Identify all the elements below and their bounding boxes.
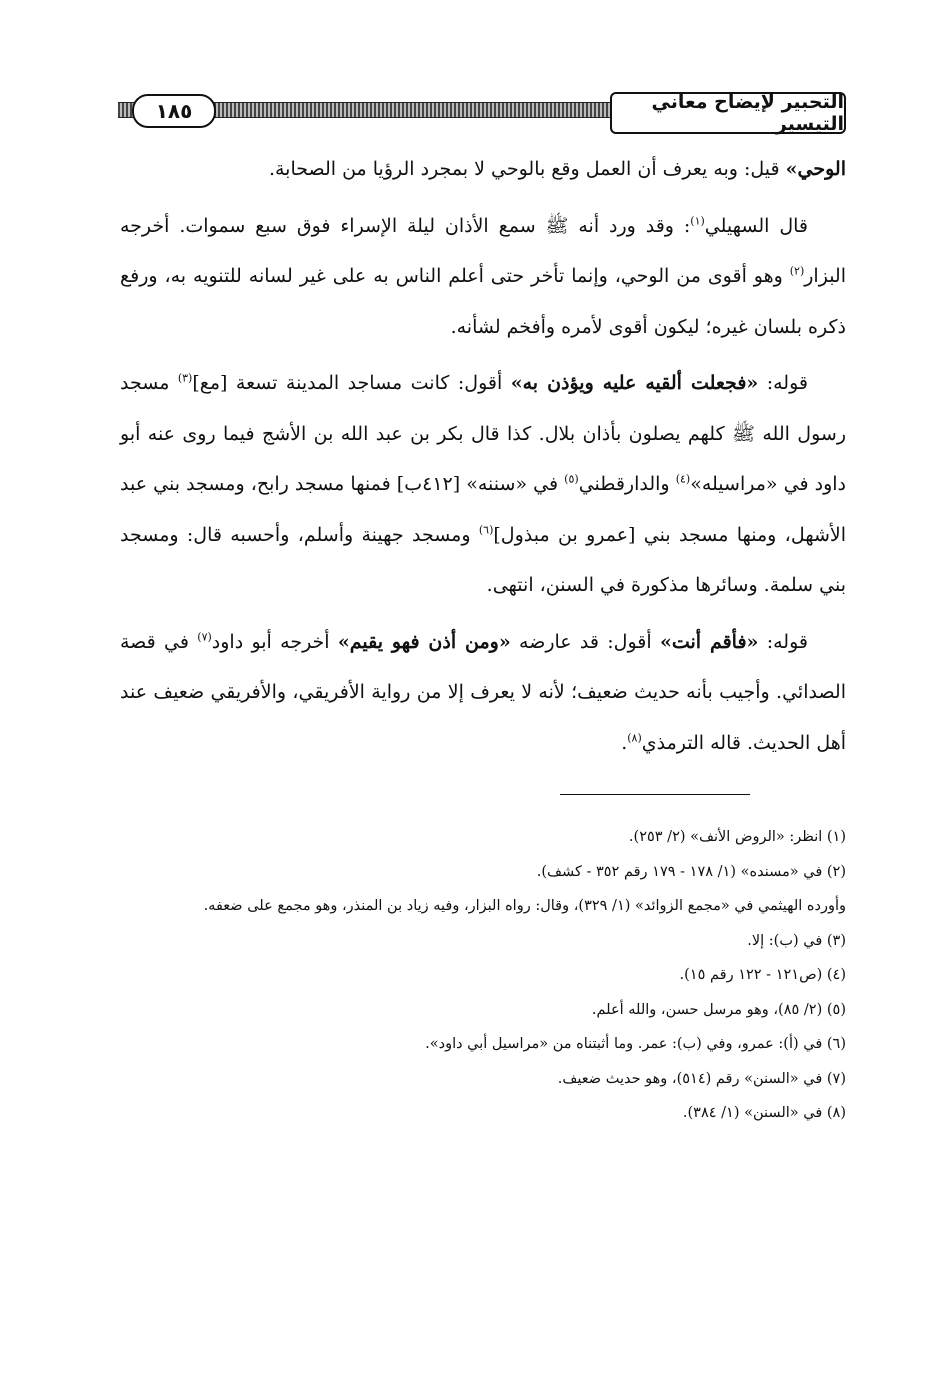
footnote-ref-8[interactable]: (٨) [627,731,642,745]
footnote-separator [560,794,750,795]
text-run: أقول: قد عارضه [510,630,660,653]
text-run: والدارقطني [578,473,676,495]
footnote-5: (٥) (٢/ ٨٥)، وهو مرسل حسن، والله أعلم. [591,1001,846,1018]
text-run: : وقد ورد أنه ﷺ سمع الأذان ليلة الإسراء فوق سبع سموات. أخرجه البزار [120,214,846,287]
paragraph-2 [120,201,846,353]
text-run: قوله: [758,630,808,653]
paragraph-1 [120,144,846,195]
paragraph-4 [120,617,846,769]
paragraph-3 [120,358,846,611]
page-number: ١٨٥ [132,94,216,128]
bold-quote: «فجعلت ألقيه عليه ويؤذن به» [510,372,759,394]
text-run: وهو أقوى من الوحي، وإنما تأخر حتى أعلم الناس به على غير لسانه للتنويه به، ورفع ذكره بلسان غيره؛ ليكون أقوى لأمره وأفخم لشأنه. [120,265,846,338]
text-run: . [621,731,628,754]
footnote-7: (٧) في «السنن» رقم (٥١٤)، وهو حديث ضعيف. [557,1070,846,1087]
bold-quote: «فأقم أنت» [659,630,759,653]
text-run: قوله: [758,372,808,394]
text-run: في «سننه» [٤١٢ب] فمنها مسجد رابح، ومسجد بني عبد الأشهل، ومنها مسجد بني [عمرو بن مبذول] [120,473,846,546]
footnote-ref-4[interactable]: (٤) [675,472,691,486]
footnotes [120,820,846,1131]
footnote-3: (٣) في (ب): إلا. [747,932,846,949]
bold-phrase: الوحي» [785,158,846,180]
footnote-ref-5[interactable]: (٥) [564,472,579,486]
text-run: أخرجه أبو داود [211,630,338,653]
text-run: قيل: وبه يعرف أن العمل وقع بالوحي لا بمجرد الرؤيا من الصحابة. [268,158,786,180]
book-title: التحبير لإيضاح معاني التيسير [610,92,846,134]
footnote-ref-1[interactable]: (١) [690,214,705,228]
footnote-2-continuation: وأورده الهيثمي في «مجمع الزوائد» (١/ ٣٢٩)، وقال: رواه البزار، وفيه زياد بن المنذر، وهو مجمع على ضعفه. [203,898,846,914]
footnote-1: (١) انظر: «الروض الأنف» (٢/ ٢٥٣). [628,829,846,845]
footnote-4: (٤) (ص١٢١ - ١٢٢ رقم ١٥). [679,967,846,983]
text-run: مسجد رسول الله ﷺ كلهم يصلون بأذان بلال. كذا قال بكر بن عبد الله بن الأشج فيما روى عنه أبو داود في «مراسيله» [120,372,846,495]
bold-quote: «ومن أذن فهو يقيم» [337,630,511,653]
main-text [120,144,846,768]
footnote-ref-2[interactable]: (٢) [789,264,805,278]
footnote-ref-6[interactable]: (٦) [478,523,494,537]
footnote-6: (٦) في (أ): عمرو، وفي (ب): عمر. وما أثبتناه من «مراسيل أبي داود». [425,1036,846,1052]
text-run: ومسجد جهينة وأسلم، وأحسبه قال: ومسجد بني سلمة. وسائرها مذكورة في السنن، انتهى. [120,523,846,596]
text-run: في قصة الصدائي. وأجيب بأنه حديث ضعيف؛ لأنه لا يعرف إلا من رواية الأفريقي، والأفريقي ضعيف عند أهل الحديث. قاله الترمذي [120,630,846,754]
text-run: قال السهيلي [704,214,808,237]
footnote-2: (٢) في «مسنده» (١/ ١٧٨ - ١٧٩ رقم ٣٥٢ - كشف). [536,863,846,880]
footnote-ref-7[interactable]: (٧) [197,630,212,644]
footnote-ref-3[interactable]: (٣) [177,371,193,385]
running-header [118,92,846,136]
footnote-8: (٨) في «السنن» (١/ ٣٨٤). [682,1105,846,1121]
text-run: أقول: كانت مساجد المدينة تسعة [مع] [192,372,511,394]
